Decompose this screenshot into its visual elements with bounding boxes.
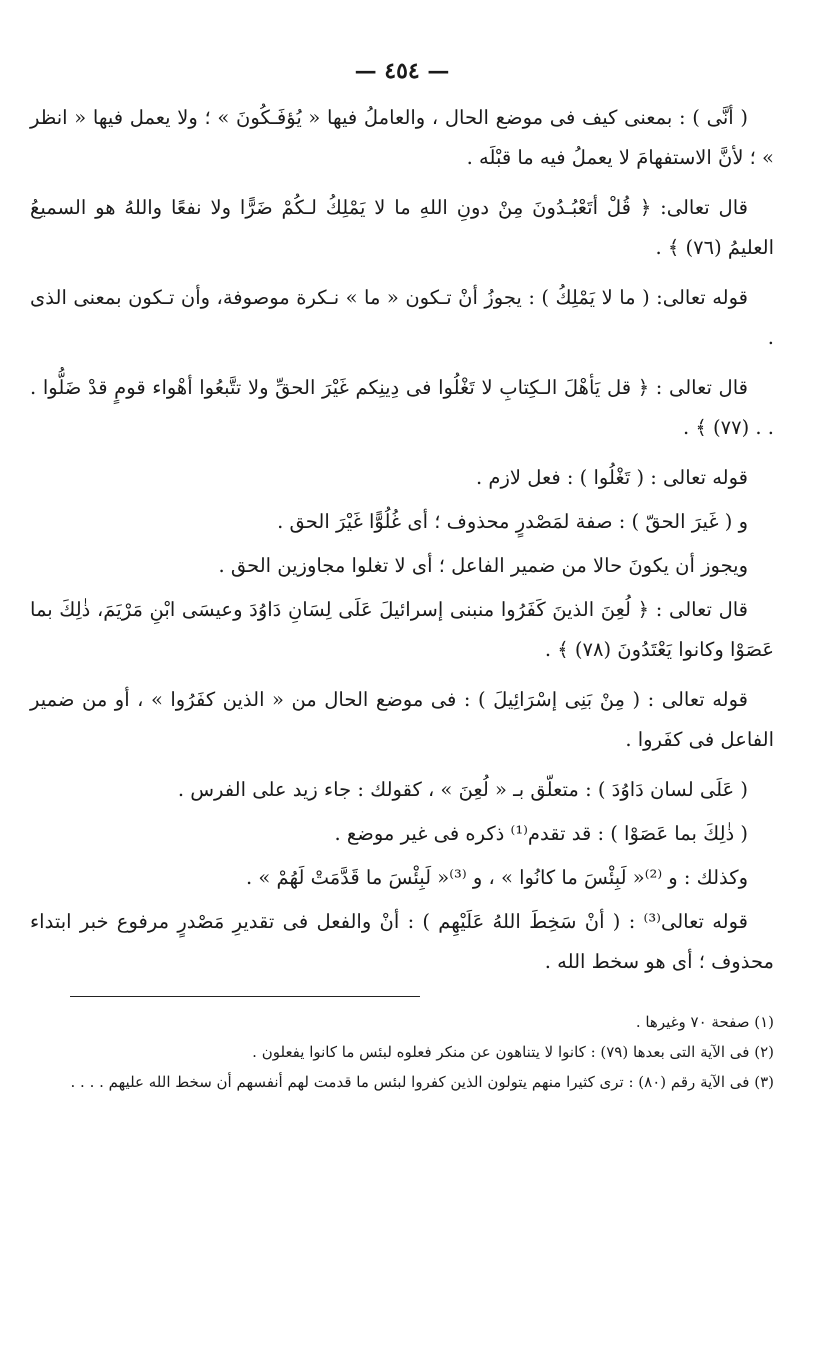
verse-78: قال تعالى : ﴿ لُعِنَ الذينَ كَفَرُوا منبنى إسرائيلَ عَلَى لِسَانِ دَاوُدَ وعيسَى ابْنِ مَرْيَمَ، ذٰلِكَ بما عَصَوْا وكانوا يَعْتَدُونَ (٧٨) ﴾ . bbox=[30, 598, 774, 661]
paragraph-dhalika: ( ذٰلِكَ بما عَصَوْا ) : قد تقدم⁽¹⁾ ذكره فى غير موضع . bbox=[334, 822, 748, 845]
paragraph-labisa: وكذلك : و ⁽²⁾« لَبِئْسَ ما كانُوا » ، و ⁽³⁾« لَبِئْسَ ما قَدَّمَتْ لَهُمْ » . bbox=[245, 866, 748, 889]
paragraph-bani-israil: قوله تعالى : ( مِنْ بَنِى إسْرَائِيلَ ) : فى موضع الحال من « الذين كفَرُوا » ، أو من ضمير الفاعل فى كفَروا . bbox=[30, 688, 774, 751]
footnote-1: (١) صفحة ٧٠ وغيرها . bbox=[635, 1013, 774, 1031]
paragraph-lisan-dawud: ( عَلَى لسان دَاوُدَ ) : متعلّق بـ « لُعِنَ » ، كقولك : جاء زيد على الفرس . bbox=[177, 778, 748, 801]
paragraph-ghayr-alhaqq: و ( غَيرَ الحقّ ) : صفة لمَصْدرٍ محذوف ؛ أى غُلُوًّا غَيْرَ الحق . bbox=[277, 510, 748, 533]
paragraph-ma-la-yamlik: قوله تعالى: ( ما لا يَمْلِكُ ) : يجوزُ أنْ تـكون « ما » نـكرة موصوفة، وأن تـكون بمعنى الذى . bbox=[30, 286, 774, 349]
page-number: — ٤٥٤ — bbox=[354, 58, 450, 84]
footnote-2: (٢) فى الآية التى بعدها (٧٩) : كانوا لا يتناهون عن منكر فعلوه لبئس ما كانوا يفعلون . bbox=[252, 1043, 774, 1061]
footnote-3: (٣) فى الآية رقم (٨٠) : ترى كثيرا منهم يتولون الذين كفروا لبئس ما قدمت لهم أنفسهم أن سخط الله عليهم . . . . bbox=[70, 1073, 774, 1091]
paragraph-sakhita: قوله تعالى⁽³⁾ : ( أنْ سَخِطَ اللهُ عَلَيْهِم ) : أنْ والفعل فى تقديرِ مَصْدرٍ مرفوع خبر ابتداء محذوف ؛ أى هو سخط الله . bbox=[30, 910, 774, 973]
verse-76: قال تعالى: ﴿ قُلْ أتَعْبُـدُونَ مِنْ دونِ اللهِ ما لا يَمْلِكُ لـكُمْ ضَرًّا ولا نفعًا واللهُ هو السميعُ العليمُ (٧٦) ﴾ . bbox=[30, 196, 774, 259]
paragraph-anna: ( أنَّى ) : بمعنى كيف فى موضع الحال ، والعاملُ فيها « يُؤفَـكُونَ » ؛ ولا يعمل فيها « انظر » ؛ لأنَّ الاستفهامَ لا يعملُ فيه ما قبْلَه . bbox=[30, 106, 774, 169]
verse-77: قال تعالى : ﴿ قل يَأهْلَ الـكِتابِ لا تَغْلُوا فى دِينِكم غَيْرَ الحقِّ ولا تتَّبعُوا أهْواء قومٍ قدْ ضَلُّوا . . . (٧٧) ﴾ . bbox=[30, 376, 774, 439]
paragraph-hal: ويجوز أن يكونَ حالا من ضمير الفاعل ؛ أى لا تغلوا مجاوزين الحق . bbox=[218, 554, 748, 577]
footnotes bbox=[30, 1007, 774, 1097]
paragraph-taghlu: قوله تعالى : ( تَغْلُوا ) : فعل لازم . bbox=[476, 466, 748, 489]
footnote-divider bbox=[70, 996, 420, 997]
